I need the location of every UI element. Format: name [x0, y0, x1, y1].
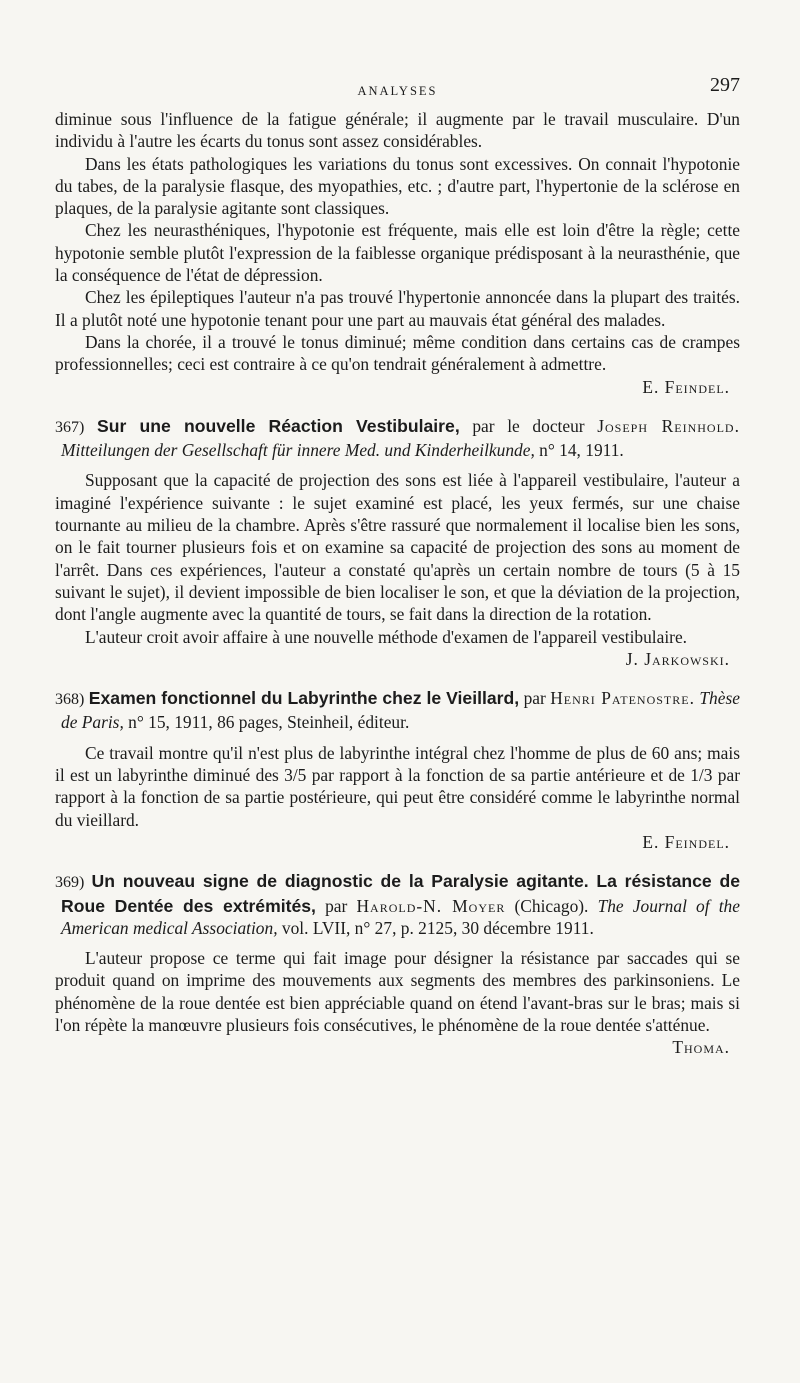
signature: J. Jarkowski.: [625, 648, 730, 669]
entry-367: [55, 415, 740, 670]
entry-number: 367): [55, 418, 85, 436]
paragraph: Chez les épileptiques l'auteur n'a pas trouvé l'hypertonie annoncée dans la plupart des traités. Il a plutôt noté une hypotonie tenant pour une part au mauvais état général des malades.: [55, 287, 740, 330]
running-title: ANALYSES: [357, 84, 438, 98]
paragraph: Ce travail montre qu'il n'est plus de labyrinthe intégral chez l'homme de plus de 60 ans; mais il est un labyrinthe diminué des 3/5 par rapport à la fonction de sa partie antérieure et de 1/3 par rapport à la fonction de sa partie postérieure, qui peut être considéré comme le labyrinthe normal du vieillard.: [55, 742, 740, 830]
paragraph: L'auteur propose ce terme qui fait image pour désigner la résistance par saccades qui se produit quand on imprime des mouvements aux segments des membres des parkinsoniens. Le phénomène de la roue dentée est bien appréciable quand on étend l'avant-bras sur le bras; mais si l'on répète la manœuvre plusieurs fois consécutives, le phénomène de la roue dentée s'atténue.: [55, 948, 740, 1035]
entry-title: Examen fonctionnel du Labyrinthe chez le Vieillard,: [88, 688, 520, 709]
entry-reference: Thèse de Paris,: [61, 688, 740, 733]
entry-by: par: [325, 895, 348, 916]
paragraph: Supposant que la capacité de projection des sons est liée à l'appareil vestibulaire, l'auteur a imaginé l'expérience suivante : le sujet examiné est placé, les yeux fermés, sur une chaise tournante au milieu de la chambre. Après s'être rassuré que normalement il localise bien les sons, on le fait tourner plusieurs fois et on examine sa capacité de projection des sons au moment de l'arrêt. Dans ces expériences, l'auteur a constaté qu'après un certain nombre de tours (5 à 15 suivant le sujet), il devient impossible de bien localiser le son, et que la déviation de la projection, dont l'angle augmente avec la quantité de tours, se fait dans la direction de la rotation.: [55, 470, 740, 625]
entry-number: 368): [55, 691, 85, 709]
entry-heading: [55, 870, 740, 939]
entry-reference-tail: vol. LVII, n° 27, p. 2125, 30 décembre 1911.: [281, 917, 594, 938]
entry-reference: The Journal of the American medical Association,: [61, 895, 740, 938]
entry-author: Henri Patenostre.: [550, 688, 695, 709]
paragraph: diminue sous l'influence de la fatigue générale; il augmente par le travail musculaire. D'un individu à l'autre les écarts du tonus sont assez considérables.: [55, 109, 740, 152]
paragraph: Dans les états pathologiques les variations du tonus sont excessives. On connait l'hypotonie du tabes, de la paralysie flasque, des myopathies, etc. ; d'autre part, l'hypertonie de la sclérose en plaques, de la paralysie agitante sont classiques.: [55, 153, 740, 219]
entry-title: Sur une nouvelle Réaction Vestibulaire,: [96, 415, 460, 436]
entry-reference: Mitteilungen der Gesellschaft für innere Med. und Kinderheilkunde,: [61, 440, 535, 461]
signature: E. Feindel.: [642, 376, 730, 397]
running-header: [55, 74, 740, 108]
entry-heading: [55, 415, 740, 462]
entry-by: par le docteur: [472, 415, 585, 436]
page: [55, 74, 740, 1059]
intro-section: [55, 108, 740, 398]
entry-reference-tail: n° 15, 1911, 86 pages, Steinheil, éditeur.: [128, 712, 410, 733]
paragraph: Dans la chorée, il a trouvé le tonus diminué; même condition dans certains cas de crampes professionnelles; ceci est contraire à ce qu'on tendrait généralement à admettre.: [55, 331, 740, 375]
entry-368: [55, 687, 740, 853]
entry-author: Harold-N. Moyer: [356, 895, 506, 916]
entry-heading: [55, 687, 740, 734]
entry-369: [55, 870, 740, 1058]
entry-author: Joseph Reinhold.: [597, 415, 740, 436]
paragraph: Chez les neurasthéniques, l'hypotonie est fréquente, mais elle est loin d'être la règle; cette hypotonie semble plutôt l'expression de la faiblesse organique prédisposant à la neurasthénie, que la conséquence de l'état de dépression.: [55, 220, 740, 286]
entry-reference-pre: (Chicago).: [514, 895, 589, 916]
signature: E. Feindel.: [642, 831, 730, 852]
entry-reference-tail: n° 14, 1911.: [539, 440, 624, 461]
signature: Thoma.: [672, 1037, 730, 1058]
entry-number: 369): [55, 874, 85, 892]
paragraph: L'auteur croit avoir affaire à une nouvelle méthode d'examen de l'appareil vestibulaire.: [85, 626, 688, 647]
entry-title: Un nouveau signe de diagnostic de la Paralysie agitante. La résistance de Roue Dentée des extrémités,: [61, 871, 740, 916]
entry-by: par: [523, 688, 546, 709]
page-number: 297: [710, 74, 740, 96]
